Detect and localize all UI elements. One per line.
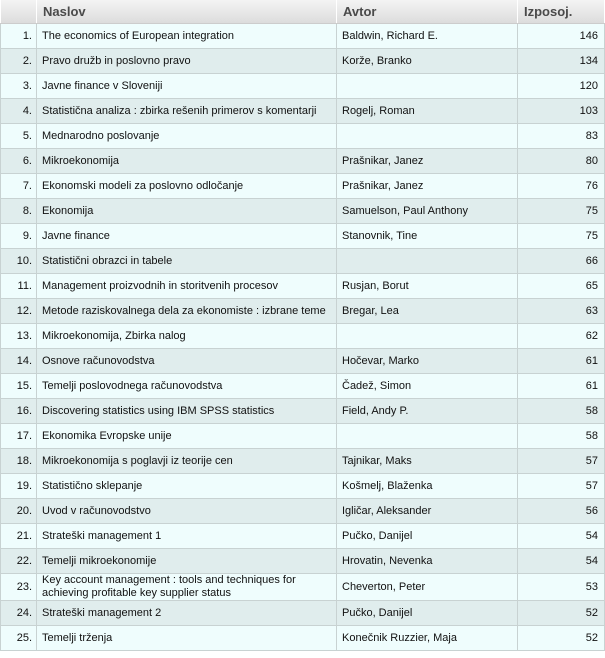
book-author: Prašnikar, Janez	[337, 149, 518, 174]
loan-count: 75	[518, 224, 605, 249]
loan-count: 76	[518, 174, 605, 199]
row-number: 8.	[1, 199, 37, 224]
book-author: Konečnik Ruzzier, Maja	[337, 626, 518, 651]
loan-count: 103	[518, 99, 605, 124]
row-number: 12.	[1, 299, 37, 324]
book-title: The economics of European integration	[37, 24, 337, 49]
book-title: Strateški management 1	[37, 524, 337, 549]
loan-count: 52	[518, 626, 605, 651]
book-author: Prašnikar, Janez	[337, 174, 518, 199]
table-row	[1, 99, 605, 124]
row-number: 10.	[1, 249, 37, 274]
loan-count: 63	[518, 299, 605, 324]
table-row	[1, 299, 605, 324]
row-number: 4.	[1, 99, 37, 124]
book-title: Statistično sklepanje	[37, 474, 337, 499]
table-row	[1, 449, 605, 474]
book-author: Bregar, Lea	[337, 299, 518, 324]
book-author	[337, 124, 518, 149]
loan-count: 75	[518, 199, 605, 224]
table-row	[1, 224, 605, 249]
table-row	[1, 399, 605, 424]
header-title[interactable]: Naslov	[37, 0, 337, 24]
row-number: 18.	[1, 449, 37, 474]
book-title: Pravo družb in poslovno pravo	[37, 49, 337, 74]
table-row	[1, 324, 605, 349]
book-author: Pučko, Danijel	[337, 601, 518, 626]
row-number: 7.	[1, 174, 37, 199]
book-author: Stanovnik, Tine	[337, 224, 518, 249]
loan-count: 57	[518, 449, 605, 474]
loan-count: 52	[518, 601, 605, 626]
book-author	[337, 249, 518, 274]
table-row	[1, 574, 605, 601]
header-count[interactable]: Izposoj.	[518, 0, 605, 24]
table-row	[1, 174, 605, 199]
table-row	[1, 524, 605, 549]
row-number: 11.	[1, 274, 37, 299]
loan-count: 62	[518, 324, 605, 349]
table-row	[1, 74, 605, 99]
table-row	[1, 249, 605, 274]
book-author: Cheverton, Peter	[337, 574, 518, 601]
row-number: 19.	[1, 474, 37, 499]
table-row	[1, 424, 605, 449]
row-number: 6.	[1, 149, 37, 174]
book-title: Metode raziskovalnega dela za ekonomiste : izbrane teme	[37, 299, 337, 324]
table-row	[1, 601, 605, 626]
table-row	[1, 374, 605, 399]
row-number: 5.	[1, 124, 37, 149]
book-title: Javne finance v Sloveniji	[37, 74, 337, 99]
loan-count: 54	[518, 549, 605, 574]
loan-count: 120	[518, 74, 605, 99]
table-row	[1, 149, 605, 174]
table-row	[1, 199, 605, 224]
book-title: Mednarodno poslovanje	[37, 124, 337, 149]
table-row	[1, 549, 605, 574]
row-number: 24.	[1, 601, 37, 626]
table-row	[1, 274, 605, 299]
book-title: Javne finance	[37, 224, 337, 249]
book-author: Korže, Branko	[337, 49, 518, 74]
row-number: 13.	[1, 324, 37, 349]
header-row	[1, 0, 605, 24]
book-author: Samuelson, Paul Anthony	[337, 199, 518, 224]
book-title: Strateški management 2	[37, 601, 337, 626]
header-author[interactable]: Avtor	[337, 0, 518, 24]
loan-count: 61	[518, 374, 605, 399]
book-author: Pučko, Danijel	[337, 524, 518, 549]
book-title: Key account management : tools and techniques for achieving profitable key supplier status	[37, 574, 337, 601]
book-author: Baldwin, Richard E.	[337, 24, 518, 49]
row-number: 17.	[1, 424, 37, 449]
book-author	[337, 424, 518, 449]
table-row	[1, 499, 605, 524]
book-title: Mikroekonomija s poglavji iz teorije cen	[37, 449, 337, 474]
book-author	[337, 324, 518, 349]
book-author: Tajnikar, Maks	[337, 449, 518, 474]
book-title: Ekonomija	[37, 199, 337, 224]
loan-count: 58	[518, 424, 605, 449]
loan-count: 58	[518, 399, 605, 424]
book-title: Statistična analiza : zbirka rešenih primerov s komentarji	[37, 99, 337, 124]
header-number	[1, 0, 37, 24]
row-number: 3.	[1, 74, 37, 99]
row-number: 9.	[1, 224, 37, 249]
book-title: Temelji mikroekonomije	[37, 549, 337, 574]
loan-count: 56	[518, 499, 605, 524]
book-author: Rogelj, Roman	[337, 99, 518, 124]
book-title: Uvod v računovodstvo	[37, 499, 337, 524]
row-number: 1.	[1, 24, 37, 49]
row-number: 2.	[1, 49, 37, 74]
table-row	[1, 474, 605, 499]
row-number: 22.	[1, 549, 37, 574]
book-title: Osnove računovodstva	[37, 349, 337, 374]
book-title: Temelji poslovodnega računovodstva	[37, 374, 337, 399]
book-author: Čadež, Simon	[337, 374, 518, 399]
book-author	[337, 74, 518, 99]
loan-count: 83	[518, 124, 605, 149]
book-title: Ekonomski modeli za poslovno odločanje	[37, 174, 337, 199]
row-number: 25.	[1, 626, 37, 651]
book-author: Hrovatin, Nevenka	[337, 549, 518, 574]
row-number: 23.	[1, 574, 37, 601]
book-title: Ekonomika Evropske unije	[37, 424, 337, 449]
table-row	[1, 49, 605, 74]
loan-count: 54	[518, 524, 605, 549]
table-row	[1, 124, 605, 149]
loan-count: 80	[518, 149, 605, 174]
book-author: Košmelj, Blaženka	[337, 474, 518, 499]
loan-count: 134	[518, 49, 605, 74]
row-number: 16.	[1, 399, 37, 424]
table-row	[1, 24, 605, 49]
book-title: Temelji trženja	[37, 626, 337, 651]
book-title: Discovering statistics using IBM SPSS statistics	[37, 399, 337, 424]
book-title: Mikroekonomija, Zbirka nalog	[37, 324, 337, 349]
book-author: Field, Andy P.	[337, 399, 518, 424]
book-author: Igličar, Aleksander	[337, 499, 518, 524]
loan-count: 66	[518, 249, 605, 274]
book-title: Management proizvodnih in storitvenih procesov	[37, 274, 337, 299]
loan-count: 61	[518, 349, 605, 374]
row-number: 20.	[1, 499, 37, 524]
table-row	[1, 626, 605, 651]
row-number: 15.	[1, 374, 37, 399]
loan-count: 65	[518, 274, 605, 299]
loan-count: 57	[518, 474, 605, 499]
book-title: Mikroekonomija	[37, 149, 337, 174]
table-row	[1, 349, 605, 374]
book-author: Rusjan, Borut	[337, 274, 518, 299]
book-title: Statistični obrazci in tabele	[37, 249, 337, 274]
book-author: Hočevar, Marko	[337, 349, 518, 374]
row-number: 14.	[1, 349, 37, 374]
loan-count: 146	[518, 24, 605, 49]
row-number: 21.	[1, 524, 37, 549]
loan-count: 53	[518, 574, 605, 601]
